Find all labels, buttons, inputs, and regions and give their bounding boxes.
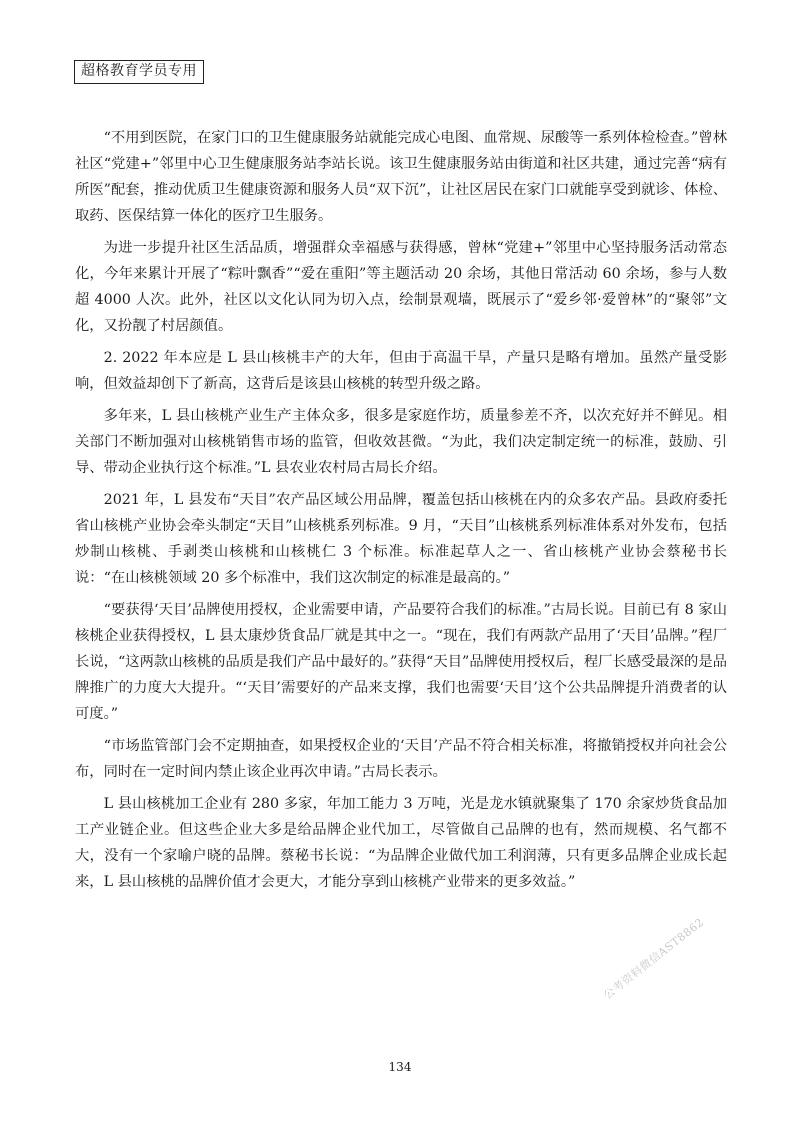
document-body [75,125,727,901]
paragraph: 2. 2022 年本应是 L 县山核桃丰产的大年，但由于高温干旱，产量只是略有增加。虽然产量受影响，但效益却创下了新高，这背后是该县山核桃的转型升级之路。 [75,350,727,392]
paragraph: 2021 年，L 县发布“天目”农产品区域公用品牌，覆盖包括山核桃在内的众多农产品。县政府委托省山核桃产业协会牵头制定“天目”山核桃系列标准。9 月，“天目”山核桃系列标准体系对外发布，包括炒制山核桃、手剥类山核桃和山核桃仁 3 个标准。标准起草人之一、省山核桃产业协会蔡秘书长说：“在山核桃领域 20 多个标准中，我们这次制定的标准是最高的。” [75,492,727,586]
paragraph: L 县山核桃加工企业有 280 多家，年加工能力 3 万吨，光是龙水镇就聚集了 170 余家炒货食品加工产业链企业。但这些企业大多是给品牌企业代加工，尽管做自己品牌的也有，然而规模、名气都不大，没有一个家喻户晓的品牌。蔡秘书长说：“为品牌企业做代加工利润薄，只有更多品牌企业成长起来，L 县山核桃的品牌价值才会更大，才能分享到山核桃产业带来的更多效益。” [75,796,727,890]
paragraph: 为进一步提升社区生活品质，增强群众幸福感与获得感，曾林“党建+”邻里中心坚持服务活动常态化，今年来累计开展了“粽叶飘香”“爱在重阳”等主题活动 20 余场，其他日常活动 60 余场，参与人数超 4000 人次。此外，社区以文化认同为切入点，绘制景观墙，既展示了“爱乡邻·爱曾林”的“聚邻”文化，又扮靓了村居颜值。 [75,240,727,334]
header-label: 超格教育学员专用 [74,60,204,84]
paragraph: “要获得‘天目’品牌使用授权，企业需要申请，产品要符合我们的标准。”古局长说。目前已有 8 家山核桃企业获得授权，L 县太康炒货食品厂就是其中之一。“现在，我们有两款产品用了‘天目’品牌。”程厂长说，“这两款山核桃的品质是我们产品中最好的。”获得“天目”品牌使用授权后，程厂长感受最深的是品牌推广的力度大大提升。“‘天目’需要好的产品来支撑，我们也需要‘天目’这个公共品牌提升消费者的认可度。” [75,602,727,722]
paragraph: “不用到医院，在家门口的卫生健康服务站就能完成心电图、血常规、尿酸等一系列体检检查。”曾林社区“党建+”邻里中心卫生健康服务站李站长说。该卫生健康服务站由街道和社区共建，通过完善“病有所医”配套，推动优质卫生健康资源和服务人员“双下沉”，让社区居民在家门口就能享受到就诊、体检、取药、医保结算一体化的医疗卫生服务。 [75,130,727,224]
page-number: 134 [388,1060,412,1074]
paragraph: “市场监管部门会不定期抽查，如果授权企业的‘天目’产品不符合相关标准，将撤销授权并向社会公布，同时在一定时间内禁止该企业再次申请。”古局长表示。 [75,738,727,780]
watermark: 公考资料微信AST8862 [601,915,707,1002]
paragraph: 多年来，L 县山核桃产业生产主体众多，很多是家庭作坊，质量参差不齐，以次充好并不鲜见。相关部门不断加强对山核桃销售市场的监管，但收效甚微。“为此，我们决定制定统一的标准，鼓励、引导、带动企业执行这个标准。”L 县农业农村局古局长介绍。 [75,408,727,476]
